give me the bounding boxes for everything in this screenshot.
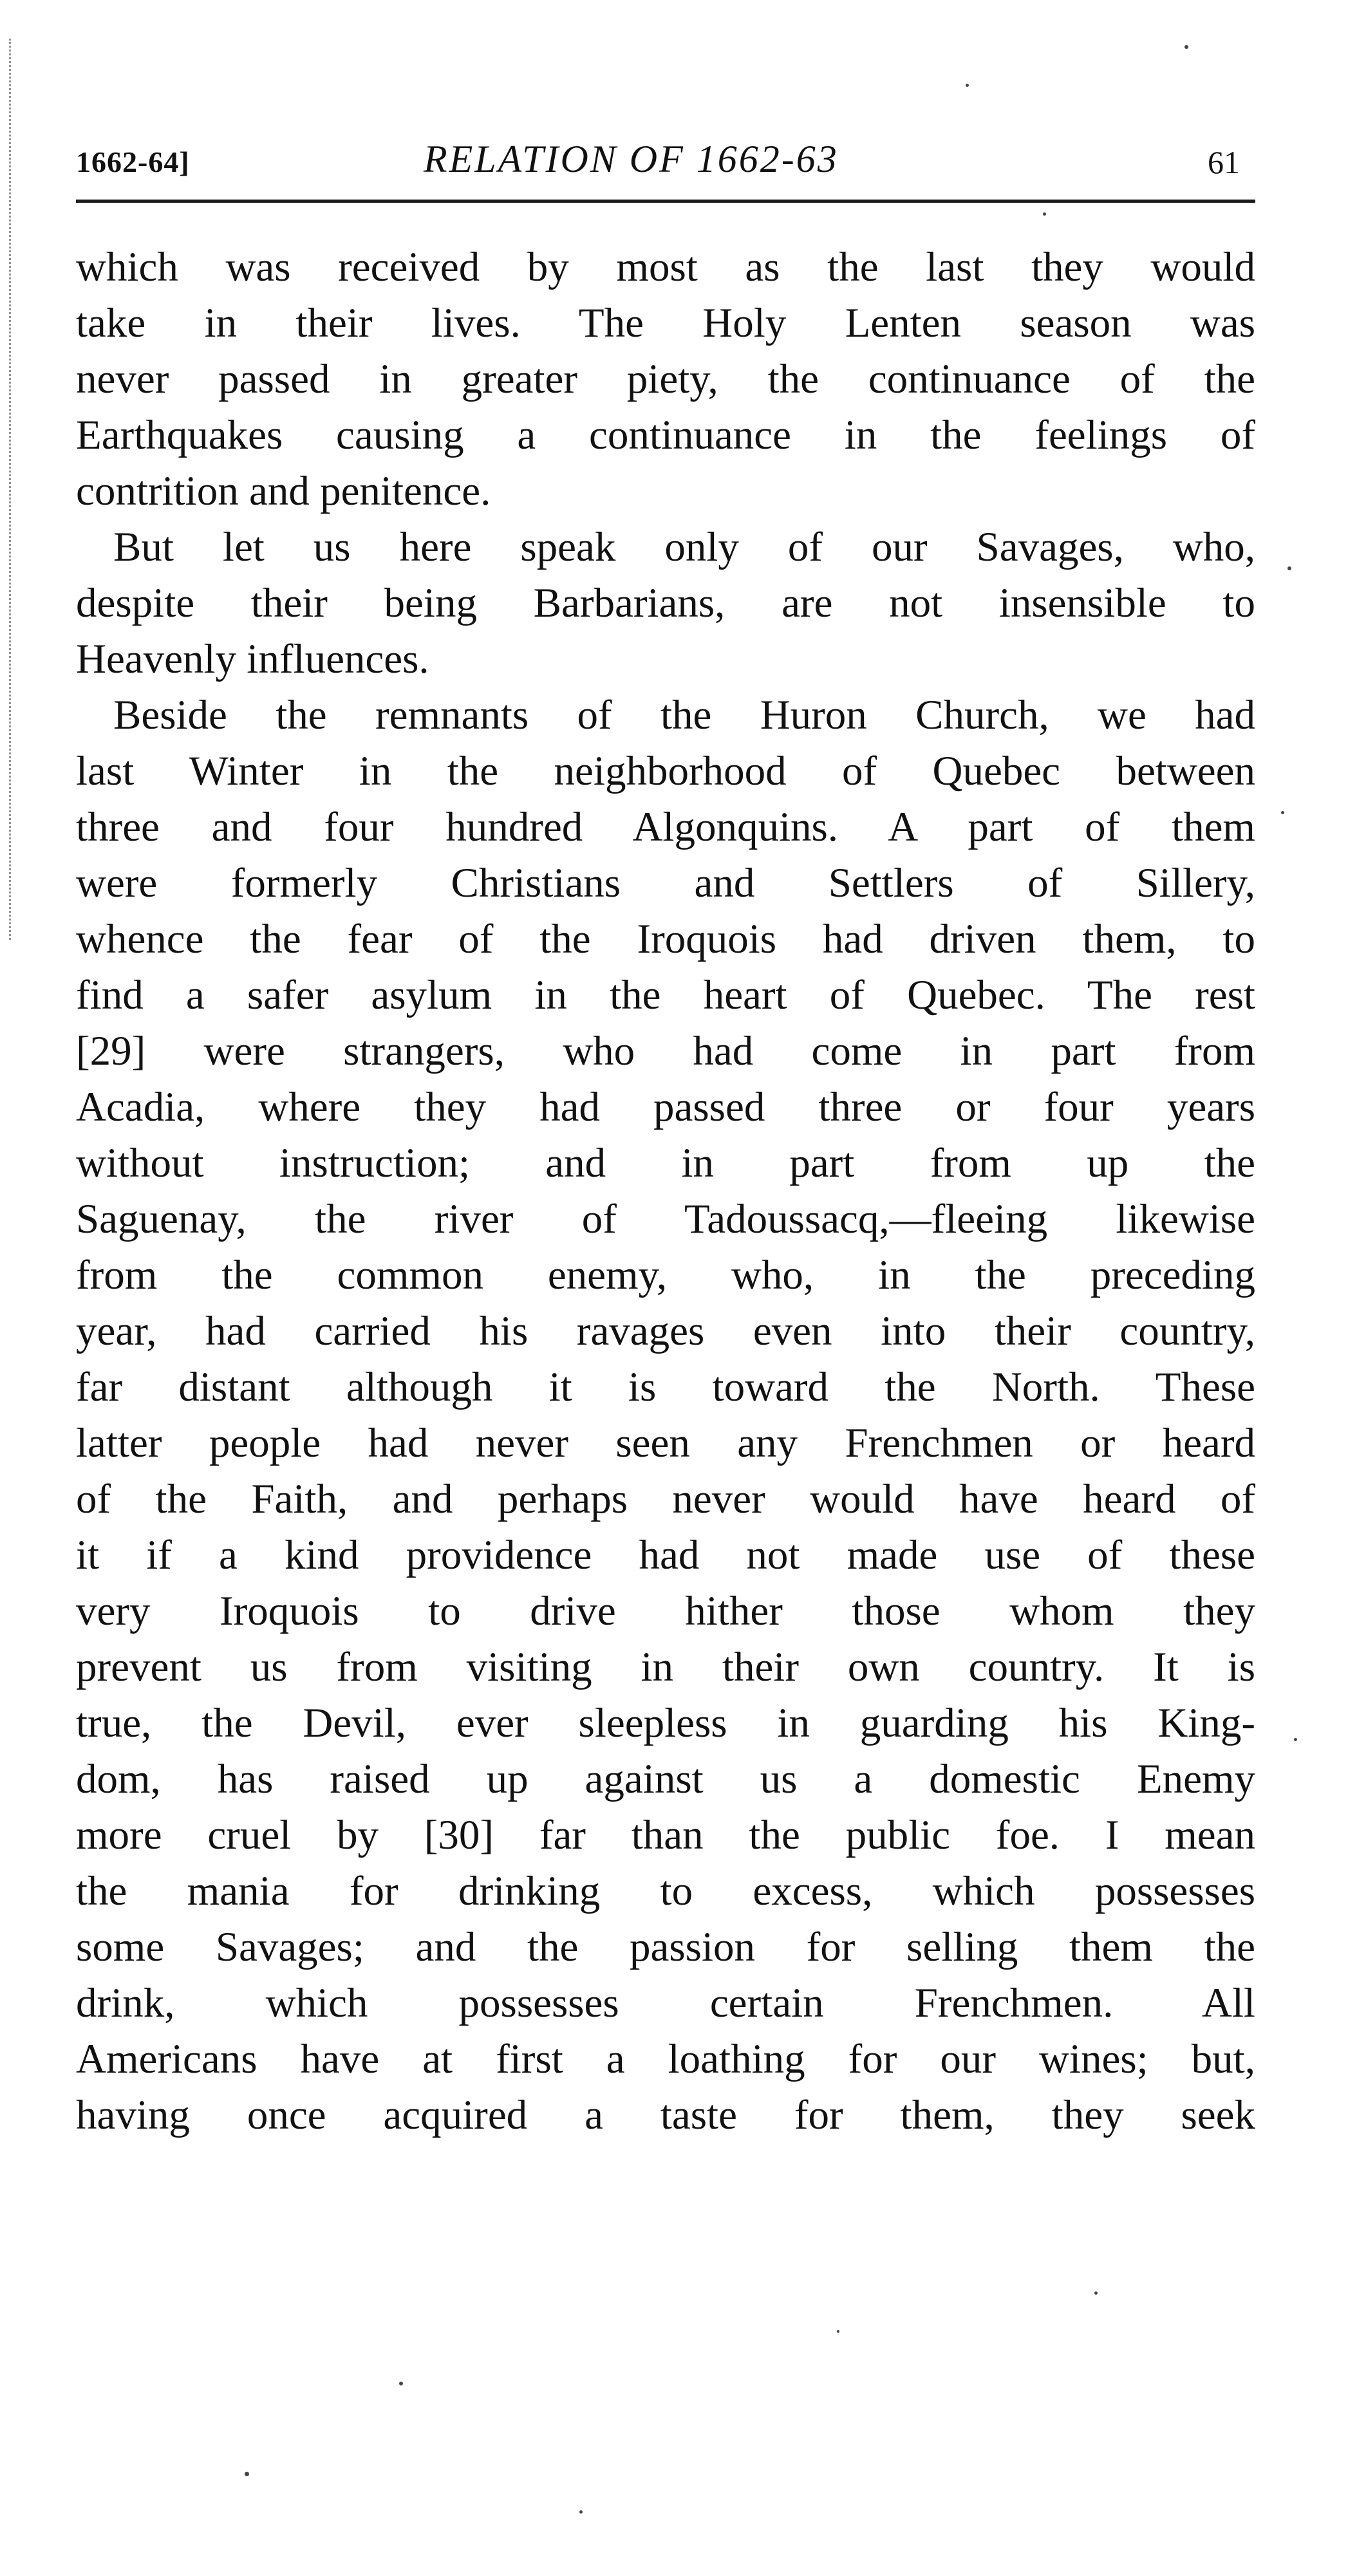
text-line: despite their being Barbarians, are not insensible to [76,580,1255,626]
running-head-title: RELATION OF 1662-63 [424,138,839,180]
scan-speck [1287,566,1291,570]
text-line: of the Faith, and perhaps never would have heard of [76,1476,1255,1522]
text-line: last Winter in the neighborhood of Quebec between [76,748,1255,794]
text-line: Earthquakes causing a continuance in the feelings of [76,412,1255,458]
header-rule [76,200,1255,203]
scan-speck [966,84,969,87]
text-line: it if a kind providence had not made use of these [76,1532,1255,1578]
text-line: without instruction; and in part from up the [76,1140,1255,1186]
scan-speck [1043,212,1046,216]
running-head [76,132,1255,190]
text-line: three and four hundred Algonquins. A part of them [76,804,1255,850]
text-line: But let us here speak only of our Savages, who, [113,524,1255,570]
text-line: more cruel by [30] far than the public foe. I mean [76,1812,1255,1858]
scan-speck [1184,45,1188,49]
text-line: very Iroquois to drive hither those whom they [76,1588,1255,1634]
text-line: take in their lives. The Holy Lenten season was [76,300,1255,346]
text-line: which was received by most as the last they would [76,244,1255,290]
text-line: latter people had never seen any Frenchmen or heard [76,1420,1255,1466]
scan-speck [1094,2291,1098,2295]
page-number: 61 [1208,144,1240,180]
scan-speck [837,2330,839,2333]
margin-binding-marks [9,39,17,940]
scan-speck [579,2510,583,2514]
scan-speck [1294,1738,1297,1741]
text-line: the mania for drinking to excess, which possesses [76,1868,1255,1914]
text-line: [29] were strangers, who had come in part from [76,1028,1255,1074]
text-line: never passed in greater piety, the continuance of the [76,356,1255,402]
text-line: find a safer asylum in the heart of Quebec. The rest [76,972,1255,1018]
text-line: year, had carried his ravages even into their country, [76,1308,1255,1354]
text-line: whence the fear of the Iroquois had driven them, to [76,916,1255,962]
text-line: Heavenly influences. [76,636,429,682]
text-line: true, the Devil, ever sleepless in guarding his King- [76,1700,1255,1746]
text-line: having once acquired a taste for them, they seek [76,2092,1255,2138]
text-line: dom, has raised up against us a domestic Enemy [76,1756,1255,1802]
scan-speck [1281,811,1284,814]
scan-speck [399,2382,403,2385]
text-line: Saguenay, the river of Tadoussacq,—fleeing likewise [76,1196,1255,1242]
text-line: from the common enemy, who, in the preceding [76,1252,1255,1298]
body-text [76,239,1255,2143]
text-line: far distant although it is toward the North. These [76,1364,1255,1410]
text-line: prevent us from visiting in their own country. It is [76,1644,1255,1690]
text-line: were formerly Christians and Settlers of Sillery, [76,860,1255,906]
text-line: some Savages; and the passion for selling them the [76,1924,1255,1970]
scan-speck [245,2472,249,2476]
text-line: Acadia, where they had passed three or four years [76,1084,1255,1130]
running-head-years: 1662-64] [76,145,190,178]
text-line: drink, which possesses certain Frenchmen. All [76,1980,1255,2026]
text-line: Americans have at first a loathing for our wines; but, [76,2036,1255,2082]
text-line: Beside the remnants of the Huron Church, we had [113,692,1255,738]
text-line: contrition and penitence. [76,468,491,514]
